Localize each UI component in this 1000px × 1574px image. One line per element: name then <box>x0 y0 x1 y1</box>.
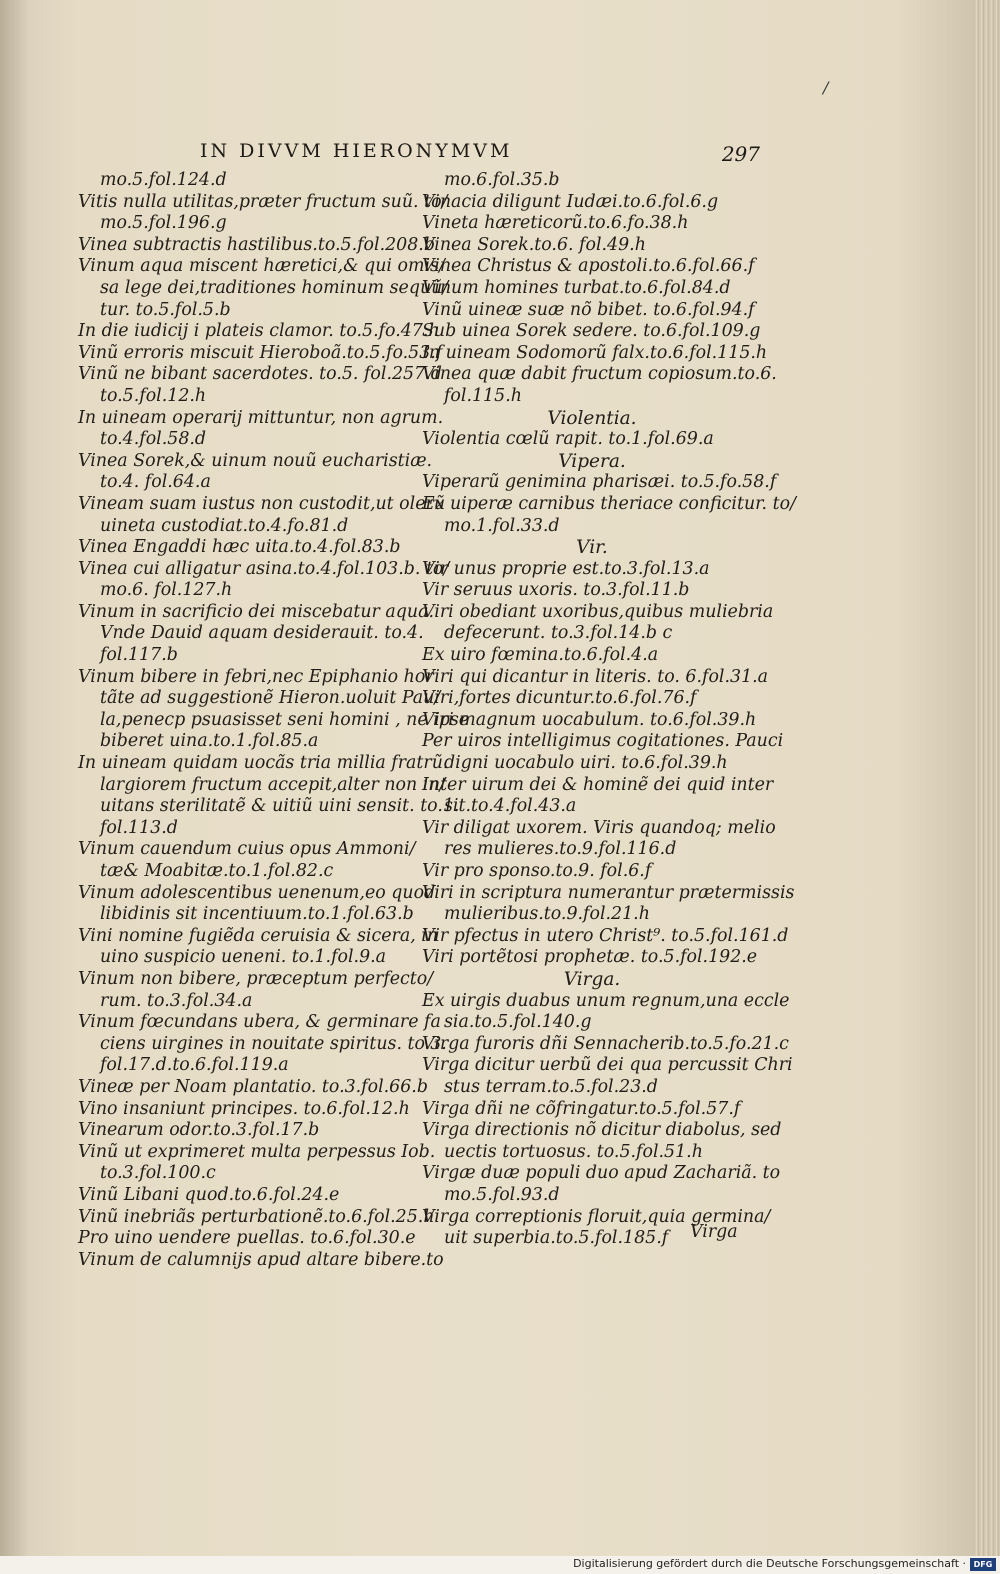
index-entry-line: fol.115.h <box>444 385 522 406</box>
index-entry-line: Vinũ Libani quod.to.6.fol.24.e <box>78 1184 340 1205</box>
index-entry-line: to.3.fol.100.c <box>100 1163 216 1184</box>
index-entry-line: mulieribus.to.9.fol.21.h <box>444 904 650 925</box>
section-heading: Vipera. <box>558 450 626 472</box>
section-heading: Virga. <box>563 968 621 990</box>
index-entry-line: uino suspicio ueneni. to.1.fol.9.a <box>100 947 387 968</box>
index-entry-line: fol.17.d.to.6.fol.119.a <box>100 1055 289 1076</box>
running-title: IN DIVVM HIERONYMVM <box>200 140 513 162</box>
index-entry-line: Vinea subtractis hastilibus.to.5.fol.208.b <box>78 234 435 255</box>
section-heading: Vir. <box>576 537 608 559</box>
index-entry-line: mo.6. fol.127.h <box>100 580 233 601</box>
index-entry-line: sa lege dei,traditiones hominum sequũ/ <box>100 277 449 298</box>
index-entry-line: Vinacia diligunt Iudæi.to.6.fol.6.g <box>422 191 719 212</box>
index-entry-line: rum. to.3.fol.34.a <box>100 990 253 1011</box>
index-entry-line: In die iudicij i plateis clamor. to.5.fo.47.h <box>78 321 440 342</box>
index-entry-line: uectis tortuosus. to.5.fol.51.h <box>444 1141 703 1162</box>
index-entry-line: to.4.fol.58.d <box>100 429 207 450</box>
index-entry-line: defecerunt. to.3.fol.14.b c <box>444 623 673 644</box>
index-entry-line: tãte ad suggestionẽ Hieron.uoluit Pau/ <box>100 688 441 709</box>
index-entry-line: Vinea quæ dabit fructum copiosum.to.6. <box>422 364 777 385</box>
folio-number: 297 <box>721 142 760 166</box>
index-entry-line: digni uocabulo uiri. to.6.fol.39.h <box>444 753 728 774</box>
index-entry-line: Viri magnum uocabulum. to.6.fol.39.h <box>422 709 757 730</box>
index-entry-line: mo.5.fol.93.d <box>444 1184 560 1205</box>
index-entry-line: to.5.fol.12.h <box>100 385 207 406</box>
digitization-footer <box>0 1556 1000 1574</box>
index-entry-line: Vinũ uineæ suæ nõ bibet. to.6.fol.94.f <box>422 299 755 320</box>
index-entry-line: Vinum homines turbat.to.6.fol.84.d <box>422 277 731 298</box>
index-entry-line: la,penecp psuasisset seni homini , ne ipse <box>100 709 470 730</box>
index-entry-line: Virga dñi ne cõfringatur.to.5.fol.57.f <box>422 1098 741 1119</box>
index-entry-line: Vir pro sponso.to.9. fol.6.f <box>422 861 652 881</box>
index-entry-line: biberet uina.to.1.fol.85.a <box>100 731 319 752</box>
index-entry-line: Ex uiperæ carnibus theriace conficitur. to/ <box>422 493 796 514</box>
index-entry-line: Vinum de calumnijs apud altare bibere.to <box>78 1249 444 1270</box>
index-entry-line: In uineam quidam uocãs tria millia fratrũ. <box>78 753 449 774</box>
index-entry-line: mo.5.fol.196.g <box>100 213 227 234</box>
footer-credit: Digitalisierung gefördert durch die Deutsche Forschungsgemeinschaft · <box>573 1557 966 1570</box>
index-entry-line: sia.to.5.fol.140.g <box>444 1012 592 1033</box>
index-entry-line: Pro uino uendere puellas. to.6.fol.30.e <box>78 1228 416 1249</box>
index-column-left <box>78 170 470 1271</box>
margin-mark: / <box>823 78 829 97</box>
index-entry-line: Viri in scriptura numerantur prætermissis <box>422 882 795 903</box>
index-entry-line: Vir pfectus in utero Christ⁹. to.5.fol.161.d <box>422 925 789 946</box>
index-entry-line: Vinum adolescentibus uenenum,eo quod <box>78 882 436 903</box>
index-entry-line: fol.113.d <box>100 817 178 838</box>
index-entry-line: Per uiros intelligimus cogitationes. Pauci <box>422 731 784 752</box>
index-entry-line: Virga correptionis floruit,quia germina/ <box>422 1206 771 1227</box>
index-entry-line: Vir unus proprie est.to.3.fol.13.a <box>422 558 710 579</box>
index-entry-line: Vinum cauendum cuius opus Ammoni/ <box>78 839 416 860</box>
index-entry-line: Vinũ ne bibant sacerdotes. to.5. fol.257.d <box>78 364 442 385</box>
index-entry-line: Vineta hæreticorũ.to.6.fo.38.h <box>422 213 689 234</box>
index-entry-line: Vinea Engaddi hæc uita.to.4.fol.83.b <box>78 537 401 558</box>
index-entry-line: to.4. fol.64.a <box>100 472 211 493</box>
section-heading: Violentia. <box>547 407 637 429</box>
index-entry-line: Virgæ duæ populi duo apud Zachariã. to <box>422 1163 781 1184</box>
index-entry-line: mo.1.fol.33.d <box>444 515 560 536</box>
page-header <box>200 140 760 170</box>
index-entry-line: uit superbia.to.5.fol.185.f <box>444 1228 669 1249</box>
index-entry-line: Violentia cœlũ rapit. to.1.fol.69.a <box>422 429 714 450</box>
index-entry-line: mo.5.fol.124.d <box>100 170 227 190</box>
index-entry-line: tur. to.5.fol.5.b <box>100 299 231 320</box>
index-entry-line: In uineam Sodomorũ falx.to.6.fol.115.h <box>422 342 768 363</box>
index-entry-line: mo.6.fol.35.b <box>444 170 560 190</box>
index-entry-line: uitans sterilitatẽ & uitiũ uini sensit. to.1. <box>100 796 460 817</box>
index-entry-line: Vir diligat uxorem. Viris quandoq; melio <box>422 817 776 838</box>
index-entry-line: res mulieres.to.9.fol.116.d <box>444 839 677 860</box>
index-entry-line: Vinum aqua miscent hæretici,& qui omis/ <box>78 256 445 277</box>
index-entry-line: Vnde Dauid aquam desiderauit. to.4. <box>100 623 424 644</box>
index-column-right <box>422 170 796 1250</box>
index-entry-line: stus terram.to.5.fol.23.d <box>444 1076 658 1097</box>
index-entry-line: Vinum fœcundans ubera, & germinare fa <box>78 1012 441 1033</box>
index-entry-line: Virga directionis nõ dicitur diabolus, sed <box>422 1120 782 1141</box>
index-entry-line: Vinũ erroris miscuit Hieroboã.to.5.fo.53.f <box>78 342 443 363</box>
index-entry-line: Vini nomine fugiẽda ceruisia & sicera, in <box>78 925 439 946</box>
index-entry-line: Vinea Sorek,& uinum nouũ eucharistiæ. <box>78 450 433 471</box>
index-entry-line: Viri obediant uxoribus,quibus muliebria <box>422 601 774 622</box>
index-entry-line: Viri portẽtosi prophetæ. to.5.fol.192.e <box>422 947 758 968</box>
index-entry-line: Viri qui dicantur in literis. to. 6.fol.31.a <box>422 666 769 687</box>
index-entry-line: Virga furoris dñi Sennacherib.to.5.fo.21.c <box>422 1033 789 1054</box>
index-entry-line: Vinea cui alligatur asina.to.4.fol.103.b. to/ <box>78 558 450 579</box>
index-entry-line: Vinũ inebriãs perturbationẽ.to.6.fol.25.h <box>78 1206 435 1227</box>
index-entry-line: Vinum non bibere, præceptum perfecto/ <box>78 968 434 989</box>
index-entry-line: fol.117.b <box>100 645 178 666</box>
index-entry-line: Virga dicitur uerbũ dei qua percussit Chri <box>422 1055 793 1076</box>
index-entry-line: Vinum bibere in febri,nec Epiphanio hor <box>78 666 434 687</box>
index-entry-line: Vineæ per Noam plantatio. to.3.fol.66.b <box>78 1076 428 1097</box>
index-entry-line: ciens uirgines in nouitate spiritus. to.3. <box>100 1033 447 1054</box>
dfg-logo-icon: DFG <box>970 1558 996 1571</box>
index-entry-line: Viri,fortes dicuntur.to.6.fol.76.f <box>422 688 697 709</box>
catchword: Virga <box>690 1222 738 1242</box>
index-entry-line: uineta custodiat.to.4.fo.81.d <box>100 515 349 536</box>
page-edge <box>975 0 1000 1574</box>
index-entry-line: Vino insaniunt principes. to.6.fol.12.h <box>78 1098 410 1119</box>
index-entry-line: Ex uirgis duabus unum regnum,una eccle <box>422 990 790 1011</box>
index-entry-line: Inter uirum dei & hominẽ dei quid inter <box>422 774 774 795</box>
index-entry-line: sit.to.4.fol.43.a <box>444 796 577 817</box>
index-entry-line: tæ& Moabitæ.to.1.fol.82.c <box>100 861 334 881</box>
index-entry-line: Ex uiro fœmina.to.6.fol.4.a <box>422 645 659 666</box>
index-entry-line: Vinum in sacrificio dei miscebatur aqua. <box>78 601 434 622</box>
index-entry-line: Vineam suam iustus non custodit,ut olerũ <box>78 493 446 514</box>
index-entry-line: Vinearum odor.to.3.fol.17.b <box>78 1120 320 1141</box>
index-entry-line: Vitis nulla utilitas,præter fructum suũ. to/ <box>78 191 448 212</box>
index-entry-line: Vinũ ut exprimeret multa perpessus Iob. <box>78 1141 436 1162</box>
index-entry-line: Vinea Sorek.to.6. fol.49.h <box>422 234 646 255</box>
index-entry-line: Sub uinea Sorek sedere. to.6.fol.109.g <box>422 321 761 342</box>
index-entry-line: Viperarũ genimina pharisæi. to.5.fo.58.f <box>422 472 777 493</box>
index-entry-line: libidinis sit incentiuum.to.1.fol.63.b <box>100 904 414 925</box>
index-entry-line: Vinea Christus & apostoli.to.6.fol.66.f <box>422 256 755 277</box>
index-entry-line: In uineam operarij mittuntur, non agrum. <box>78 407 444 428</box>
index-entry-line: largiorem fructum accepit,alter non in/ <box>100 774 446 795</box>
index-entry-line: Vir seruus uxoris. to.3.fol.11.b <box>422 580 690 601</box>
